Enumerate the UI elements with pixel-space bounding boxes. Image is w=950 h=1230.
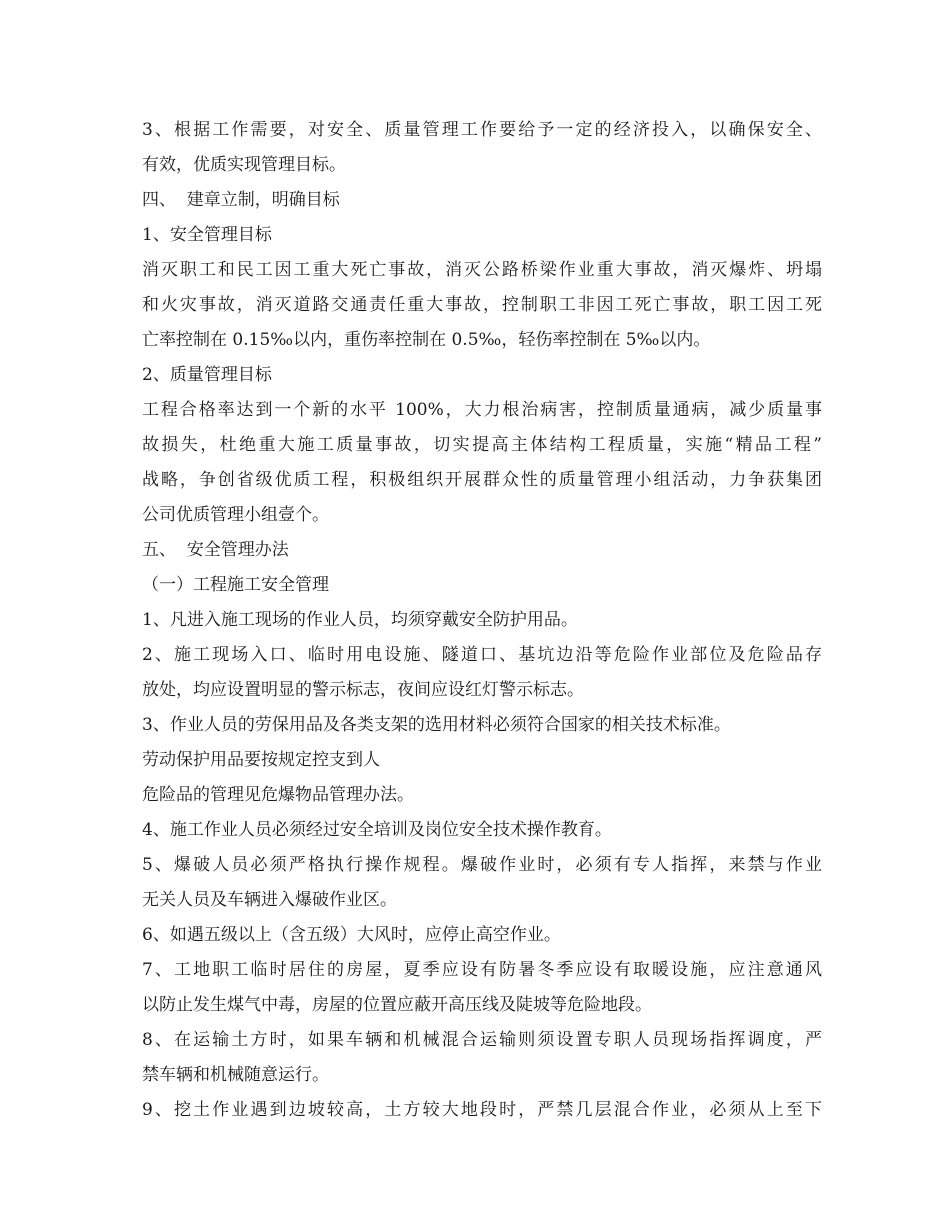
- subsection-heading: （一）工程施工安全管理: [142, 575, 329, 595]
- paragraph-line: 放处，均应设置明显的警示标志，夜间应设红灯警示标志。: [142, 680, 584, 700]
- paragraph-line: 有效，优质实现管理目标。: [142, 155, 346, 175]
- paragraph-line: 无关人员及车辆进入爆破作业区。: [142, 890, 397, 910]
- list-item: 1、凡进入施工现场的作业人员，均须穿戴安全防护用品。: [142, 610, 578, 630]
- paragraph-line: 战略，争创省级优质工程，积极组织开展群众性的质量管理小组活动，力争获集团: [142, 470, 822, 490]
- subsection-heading: 2、质量管理目标: [142, 365, 272, 385]
- list-item: 9、挖土作业遇到边坡较高，土方较大地段时，严禁几层混合作业，必须从上至下: [142, 1100, 822, 1120]
- subsection-heading: 1、安全管理目标: [142, 225, 272, 245]
- paragraph-line: 危险品的管理见危爆物品管理办法。: [142, 785, 414, 805]
- list-item: 6、如遇五级以上（含五级）大风时，应停止高空作业。: [142, 925, 561, 945]
- paragraph-line: 亡率控制在 0.15‰以内，重伤率控制在 0.5‰，轻伤率控制在 5‰以内。: [142, 330, 711, 350]
- paragraph-line: 工程合格率达到一个新的水平 100%，大力根治病害，控制质量通病，减少质量事: [142, 400, 822, 420]
- paragraph-line: 公司优质管理小组壹个。: [142, 505, 329, 525]
- paragraph-line: 禁车辆和机械随意运行。: [142, 1065, 329, 1085]
- paragraph-line: 消灭职工和民工因工重大死亡事故，消灭公路桥梁作业重大事故，消灭爆炸、坍塌: [142, 260, 822, 280]
- paragraph-line: 劳动保护用品要按规定控支到人: [142, 750, 380, 770]
- list-item: 4、施工作业人员必须经过安全培训及岗位安全技术操作教育。: [142, 820, 612, 840]
- document-body: [142, 113, 822, 1128]
- paragraph-line: 和火灾事故，消灭道路交通责任重大事故，控制职工非因工死亡事故，职工因工死: [142, 295, 822, 315]
- paragraph-line: 故损失，杜绝重大施工质量事故，切实提高主体结构工程质量，实施“精品工程”: [142, 435, 822, 455]
- section-heading: 四、 建章立制，明确目标: [142, 190, 340, 210]
- list-item: 3、作业人员的劳保用品及各类支架的选用材料必须符合国家的相关技术标准。: [142, 715, 731, 735]
- list-item: 7、工地职工临时居住的房屋，夏季应设有防暑冬季应设有取暖设施，应注意通风: [142, 960, 822, 980]
- paragraph-line: 3、根据工作需要，对安全、质量管理工作要给予一定的经济投入，以确保安全、: [142, 120, 822, 140]
- paragraph-line: 以防止发生煤气中毒，房屋的位置应蔽开高压线及陡坡等危险地段。: [142, 995, 652, 1015]
- list-item: 2、施工现场入口、临时用电设施、隧道口、基坑边沿等危险作业部位及危险品存: [142, 645, 822, 665]
- list-item: 5、爆破人员必须严格执行操作规程。爆破作业时，必须有专人指挥，来禁与作业: [142, 855, 822, 875]
- list-item: 8、在运输土方时，如果车辆和机械混合运输则须设置专职人员现场指挥调度，严: [142, 1030, 822, 1050]
- section-heading: 五、 安全管理办法: [142, 540, 289, 560]
